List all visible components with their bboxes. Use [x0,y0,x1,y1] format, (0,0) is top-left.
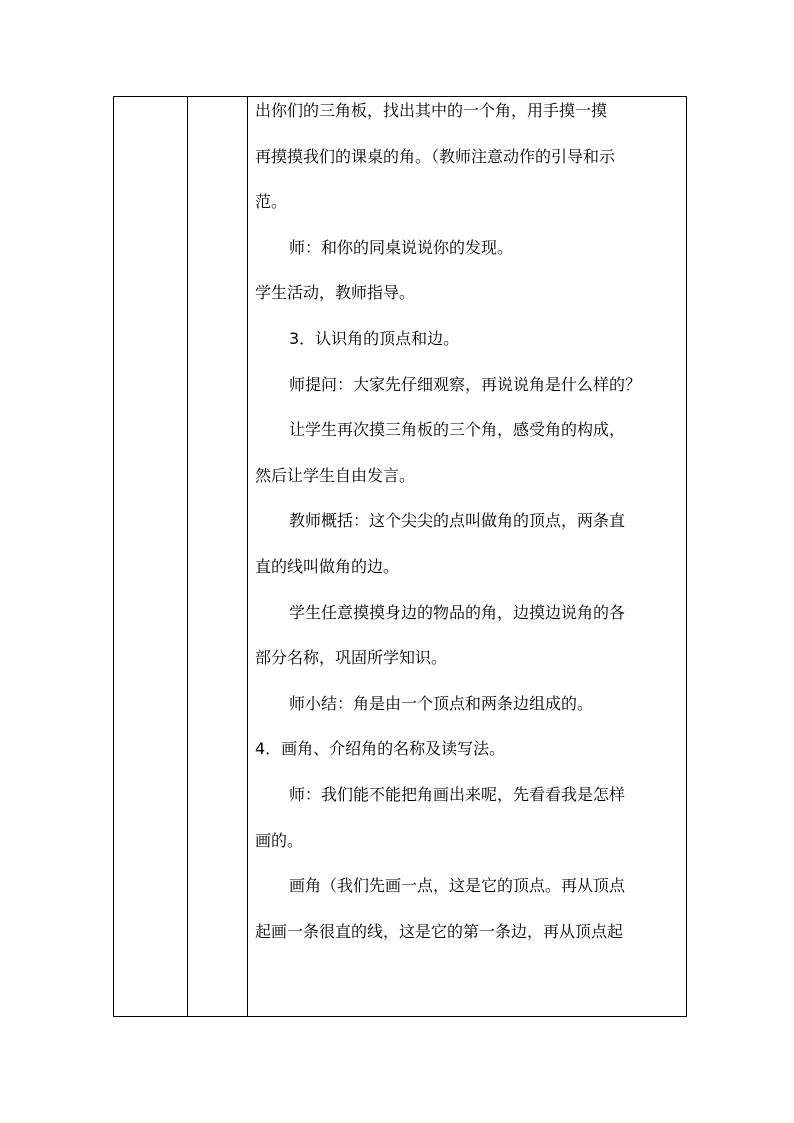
text-line: 3．认识角的顶点和边。 [289,328,460,348]
text-line: 师：我们能不能把角画出来呢，先看看我是怎样 [289,784,626,804]
text-line: 出你们的三角板，找出其中的一个角，用手摸一摸 [255,101,608,120]
text-line: 再摸摸我们的课桌的角。（教师注意动作的引导和示 [255,146,616,166]
text-line: 部分名称，巩固所学知识。 [255,648,448,668]
text-line: 教师概括：这个尖尖的点叫做角的顶点，两条直 [289,511,626,531]
lesson-content [248,99,686,944]
text-line: 学生任意摸摸身边的物品的角，边摸边说角的各 [289,602,626,622]
text-line: 直的线叫做角的边。 [255,556,400,576]
text-line: 画的。 [255,830,304,850]
text-line: 师提问：大家先仔细观察，再说说角是什么样的？ [289,374,642,394]
text-line: 让学生再次摸三角板的三个角，感受角的构成， [289,420,626,440]
text-line: 学生活动，教师指导。 [255,283,416,303]
text-line: 范。 [255,192,288,212]
text-line: 4．画角、介绍角的名称及读写法。 [255,739,506,759]
table-cell-left [114,97,188,1017]
lesson-plan-table [113,96,687,1017]
table-row [114,97,687,1017]
text-line: 起画一条很直的线，这是它的第一条边，再从顶点起 [255,921,624,941]
table-cell-middle [188,97,248,1017]
text-line: 画角（我们先画一点，这是它的顶点。再从顶点 [289,876,626,896]
text-line: 师小结：角是由一个顶点和两条边组成的。 [289,693,594,713]
text-line: 师：和你的同桌说说你的发现。 [289,237,514,257]
table-cell-content [248,97,687,1017]
text-line: 然后让学生自由发言。 [255,465,416,485]
